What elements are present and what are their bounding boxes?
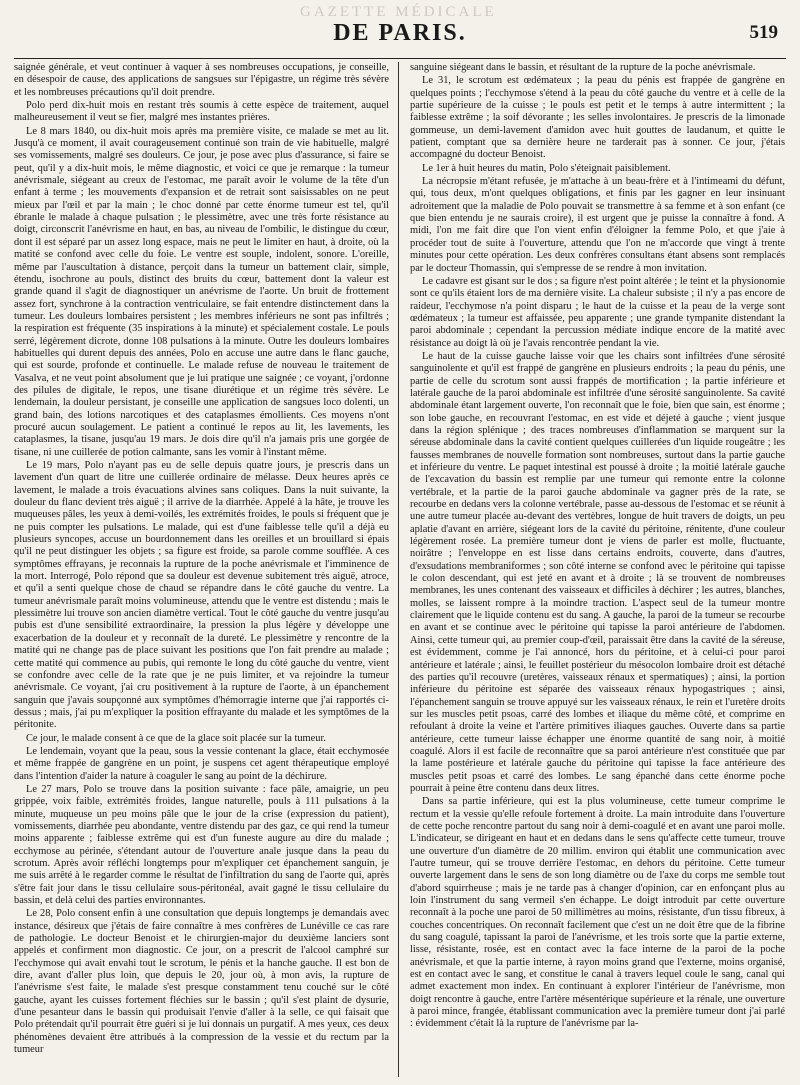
paragraph: Ce jour, le malade consent à ce que de la glace soit placée sur la tumeur.	[26, 732, 326, 744]
paragraph: Le cadavre est gisant sur le dos ; sa figure n'est point altérée ; le teint et la physionomie sont ce qu'ils étaient lors de ma dernière visite. La chaleur subsiste ; il n'y a pas encore de raideur, l'ecchymose n'a point disparu ; le haut de la cuisse et la peau de la verge sont œdémateux ; la tumeur est affaissée, peu apparente ; une grande tympanite distendant la paroi abdominale ; cependant la percussion médiate indique encore de la matité avec résistance au doigt là où je l'avais rencontrée pendant la vie.	[410, 275, 785, 349]
paragraph: Le lendemain, voyant que la peau, sous la vessie contenant la glace, était ecchymosée et même frappée de gangrène en un point, je suspens cet agent thérapeutique employé dans l'intention d'aider la nature à coaguler le sang au point de la déchirure.	[14, 745, 389, 782]
paragraph: Le 19 mars, Polo n'ayant pas eu de selle depuis quatre jours, je prescris dans un lavement d'un quart de litre une cuillerée ordinaire de mélasse. Deux heures après ce lavement, le malade a trois évacuations alvines sans coliques. Dans la nuit suivante, la douleur du flanc devient très aiguë ; il arrive de la diarrhée. Appelé à la hâte, je trouve les muqueuses pâles, les yeux à demi-voilés, les extrémités froides, le pouls si fréquent que je ne puis compter les pulsations. Le malade, qui est d'une faiblesse telle qu'il a déjà eu plusieurs syncopes, accuse un bourdonnement dans les oreilles et un brouillard si épais qu'il ne peut distinguer les objets ; sa figure est froide, sa parole comme soufflée. A ces symptômes effrayans, je reconnais la rupture de la poche anévrismale et l'imminence de la mort. Interrogé, Polo répond que sa douleur est devenue subitement très aiguë, atroce, et qu'il a senti quelque chose de chaud se répandre dans le côté gauche du ventre. La tumeur anévrismale paraît moins volumineuse, attendu que le ventre est distendu ; mais le plessimètre lui trouve son ancien diamètre vertical. Tout le côté gauche du ventre jusqu'au pubis est d'une sensibilité extraordinaire, la pression la plus légère y développe une exacerbation de la douleur et y reconnaît de la dureté. Le plessimètre y rencontre de la matité qui ne change pas de place suivant les positions que l'on fait prendre au malade ; cette matité qui commence au pubis, qui remonte le long du côté gauche du ventre, vient se confondre avec celle de la rate que je ne puis limiter, et va rejoindre la tumeur anévrismale. Ce voyant, j'ai cru positivement à la rupture de l'aorte, à un épanchement sanguin que j'avais soupçonné aux symptômes d'hémorragie interne que j'ai rapportés ci-dessus ; mais, j'ai pu m'expliquer la position effrayante du malade et les symptômes de la péritonite.	[14, 460, 389, 731]
page-number: 519	[749, 22, 778, 43]
paragraph: saignée générale, et veut continuer à vaquer à ses nombreuses occupations, je conseille, en désespoir de cause, des applications de sangsues sur l'épigastre, un régime très sévère et les nombreuses précautions qu'il doit prendre.	[14, 62, 389, 98]
left-column	[14, 62, 389, 1077]
header-rule	[14, 58, 786, 59]
running-title: DE PARIS.	[333, 20, 467, 46]
paragraph: Le 27 mars, Polo se trouve dans la position suivante : face pâle, amaigrie, un peu grippée, voix faible, extrémités froides, langue naturelle, pouls à 111 pulsations à la minute, muqueuse un peu moins pâle que le jour de la crise (expression du patient), vomissements, diarrhée peu abondante, ventre distendu par des gaz, ce qui rend la tumeur moins apparente ; faiblesse extrême qui est d'un funeste augure au dire du malade ; ecchymose au périnée, s'étendant autour de l'ouverture anale jusque dans la peau du scrotum. Après avoir réfléchi longtemps pour m'expliquer cet épanchement sanguin, je me suis arrêté à le regarder comme le résultat de l'infiltration du sang de l'aorte qui, après s'être fait jour dans le tissu cellulaire sous-péritonéal, avait gagné le tissu cellulaire du bassin, et delà celui des parties environnantes.	[14, 783, 389, 907]
paragraph: La nécropsie m'étant refusée, je m'attache à un beau-frère et à l'intimeami du défunt, qui, tous deux, m'ont quelques obligations, et finis par les gagner en leur insinuant adroitement que la maladie de Polo pouvait se transmettre à sa femme et à son enfant (ce que bien entendu je ne saurais croire), il est urgent que je puisse la connaître à fond. A midi, l'on me fait dire que l'on vient enfin d'éloigner la femme Polo, et que j'aie à procéder tout de suite à l'ouverture, attendu que l'on ne m'accorde que vingt à trente minutes pour cette opération. Les deux confrères consultans étant absens sont remplacés par le docteur Thomassin, qui s'empresse de se rendre à mon invitation.	[410, 176, 785, 274]
paragraph: Le 31, le scrotum est œdémateux ; la peau du pénis est frappée de gangrène en quelques points ; l'ecchymose s'étend à la peau du côté gauche du ventre et à celle de la partie supérieure de la cuisse ; le pouls est petit et le temps à autre intermittent ; la faiblesse extrême ; la soif dévorante ; les selles involontaires. Je prescris de la limonade gommeuse, un demi-lavement d'amidon avec huit gouttes de laudanum, et quitte le patient, comptant que sa dernière heure ne tarderait pas à sonner. Ce jour, j'étais accompagné du docteur Benoist.	[410, 75, 785, 161]
paragraph: Dans sa partie inférieure, qui est la plus volumineuse, cette tumeur comprime le rectum et la vessie qu'elle refoule fortement à droite. La main introduite dans l'ouverture de cette poche rencontre partout du sang noir à demi-coagulé et en avant une paroi molle. L'indicateur, se dirigeant en haut et en dedans dans le sens qu'affecte cette tumeur, trouve une ouverture d'un diamètre de 20 millim. environ qui établit une communication avec l'autre tumeur, qui se trouve derrière l'estomac, en dehors du péritoine. Cette tumeur ouverte largement dans le sens de son long diamètre ou de l'axe du corps me semble tout d'abord squirrheuse ; mais je ne tarde pas à changer d'opinion, car en enfonçant plus au loin l'instrument du sang vermeil s'en échappe. Le doigt introduit par cette ouverture reconnaît à la poche une paroi de 50 millimètres au moins, résistante, d'un tissu fibreux, à couches concentriques. On reconnaît facilement que c'est un ne doit être que de la fibrine du sang coagulé, tapissant la paroi de l'anévrisme, et les trois sorte que la partie externe, lisse, résistante, rosée, est en contact avec la face interne de la paroi de la poche anévrismale, et que la partie interne, à rayon moins grand que l'externe, moins organisé, est en contact avec le sang, et constitue le canal à travers lequel coule le sang, canal qui admet exactement mon index. En continuant à explorer l'intérieur de l'anévrisme, mon doigt rencontre à gauche, entre l'artère mésentérique supérieure et la rénale, une ouverture à paroi mince, frangée, établissant communication avec la première tumeur dont j'ai parlé : évidemment c'était là la rupture de l'anévrisme par la-	[410, 796, 785, 1030]
page-header	[0, 0, 800, 54]
paragraph: Le haut de la cuisse gauche laisse voir que les chairs sont infiltrées d'une sérosité sanguinolente et qu'il est frappé de gangrène en plusieurs endroits ; la peau du pénis, une partie de celle du scrotum sont aussi frappés de mortification ; la partie inférieure et latérale gauche de la paroi abdominale est infiltrée d'une sérosité sanguinolente. Sa cavité abdominale étant largement ouverte, l'on reconnaît que le foie, bien que sain, est énorme ; son lobe gauche, en recouvrant l'estomac, en est vide et déjeté à gauche ; vient jusque dans la région splénique ; des traces nombreuses d'inflammation se marquent sur la séreuse abdominale dans la cavité contient quelques cuillerées d'un liquide rougeâtre ; les fausses membranes de nouvelle formation sont nombreuses, surtout dans la partie gauche et inférieure du ventre. Le paquet intestinal est poussé à droite ; la moitié latérale gauche de l'excavation du bassin est remplie par une tumeur qui remonte entre la colonne vertébrale, et la partie de la paroi gauche abdominale va gagner près de la rate, se recourbe en dedans vers la colonne vertébrale, passe au-dessous de l'estomac et se réunit à une autre tumeur placée au-devant des vertèbres, longue de huit travers de doigts, un peu aplatie d'avant en arrière, siégeant lors de la cavité du péritoine, rénitente, d'une couleur légèrement rosée. La première tumeur dont je viens de parler est molle, fluctuante, noirâtre ; l'enveloppe en est lisse dans certains endroits, couverte, dans d'autres, d'exsudations membraniformes ; son côté interne se confond avec le péritoine qui tapisse le colon descendant, qui est jeté en avant et à droite ; là se trouvent de nombreuses membranes, les unes contenant des vaisseaux et difficiles à déchirer ; les autres, blanches, molles, se laissent rompre à la moindre traction. L'aspect seul de la tumeur montre clairement que le liquide contenu est du sang. A gauche, la paroi de la tumeur se recourbe en avant et se continue avec le péritoine qui tapisse la paroi antérieure de l'abdomen. Ainsi, cette tumeur qui, au premier coup-d'œil, paraissait être dans la cavité de la séreuse, est évidemment, comme je l'ai annoncé, hors du péritoine, et à celui-ci pour paroi antérieure et latérale ; ainsi, le feuillet postérieur du mésocolon lombaire droit est détaché des parties qu'il recouvre (uretères, vaisseaux rénaux et spermatiques) ; ainsi, la portion inférieure du péritoine est séparée des vaisseaux rénaux hypogastriques ; ainsi, l'épanchement sanguin se trouve appuyé sur les vaisseaux rénaux, le rein et l'uretère droits sur les muscles petit psoas, carré des lombes et iliaque du même côté, et comprime en refoulant à droite la veine et l'artère primitives iliaques gauches. Ouverte dans sa partie antérieure, cette tumeur laisse échapper une énorme quantité de sang noir, à moitié coagulé. Alors il est facile de reconnaître que sa paroi antérieure n'est constituée que par la lame postérieure et latérale gauche du péritoine qui tapisse la face antérieure des muscles petit psoas et carré des lombes. Le sang épanché dans cette énorme poche pourrait à peine être contenu dans deux litres.	[410, 350, 785, 794]
right-column	[410, 62, 785, 1077]
paragraph: Le 1er à huit heures du matin, Polo s'éteignait paisiblement.	[422, 162, 671, 174]
paragraph: Le 28, Polo consent enfin à une consultation que depuis longtemps je demandais avec instance, désireux que j'étais de faire connaître à mes confrères de Lunéville ce cas rare de pathologie. Le docteur Benoist et le chirurgien-major du deuxième lanciers sont appelés et confirment mon diagnostic. Ce jour, on a prescrit de l'alcool camphré sur l'ecchymose qui avait envahi tout le scrotum, le pénis et la hanche gauche. Il est bon de dire, avant d'aller plus loin, que depuis le 20, jour où, à mon avis, la rupture de l'anévrisme s'est faite, le malade s'est presque constamment tenu couché sur le côté gauche, ayant les cuisses fortement fléchies sur le bassin ; qu'il s'est plaint de dysurie, d'une pesanteur dans le bassin qui produisait l'envie d'aller à la selle, ce qui faisait que Polo prétendait qu'il pourrait être guéri si je lui donnais un purgatif. A mes yeux, ces deux phénomènes devaient être attribués à la compression de la vessie et du rectum par la tumeur	[14, 908, 389, 1056]
paragraph: Polo perd dix-huit mois en restant très soumis à cette espèce de traitement, auquel malheureusement il veut se fier, malgré mes instantes prières.	[14, 100, 389, 124]
paragraph: sanguine siégeant dans le bassin, et résultant de la rupture de la poche anévrismale.	[410, 62, 756, 73]
column-divider	[398, 62, 399, 1077]
paragraph: Le 8 mars 1840, ou dix-huit mois après ma première visite, ce malade se met au lit. Jusqu'à ce moment, il avait courageusement continué son train de vie habituelle, malgré ses vomissements, malgré ses douleurs. Ce jour, je pose avec plus d'assurance, si faire se peut, qu'il y a dix-huit mois, le même diagnostic, et voici ce que je remarque : la tumeur anévrismale, siégeant au creux de l'estomac, me paraît avoir le volume de la tête d'un enfant à terme ; les mouvements d'expansion et de retrait sont saisissables on ne peut mieux par l'œil et par la main ; le choc donné par cette énorme tumeur est tel, qu'il ébranle le malade à chaque pulsation ; le plessimètre, avec une très forte résistance au doigt, circonscrit l'anévrisme en haut, en bas, au niveau de l'ombilic, le distingue du cœur, dont il est séparé par un assez long espace, mais ne peut le limiter en haut, à droite, où la matité se confond avec celle du foie. Le ventre est souple, indolent, sonore. L'oreille, même par l'auscultation à distance, perçoit dans la tumeur un battement clair, simple, étendu, isochrone au pouls, distinct des bruits du cœur, battement dont la valeur est grande quand il s'agit de diagnostiquer un anévrisme de l'aorte. Un bruit de frottement assez fort, synchrone à la contraction ventriculaire, se fait entendre distinctement dans la tumeur. Les douleurs lombaires persistent ; les membres inférieurs ne sont pas infiltrés ; la respiration est fréquente (35 inspirations à la minute) et spécialement costale. Le pouls serré, légèrement dicrote, donne 108 pulsations à la minute. Outre les douleurs lombaires habituelles qui durent depuis des années, Polo en accuse une autre dans le flanc gauche, qui est sourde, profonde et continuelle. Le malade refuse de nouveau le traitement de Vasalva, et ne veut point absolument que je lui pratique une saignée ; ce voyant, j'ordonne des pilules de digitale, le repos, une tisane diurétique et un régime très sévère. Le lendemain, la douleur persistant, je conseille une application de sangsues loco dolenti, un grand bain, des lotions narcotiques et des cataplasmes émollients. Ces moyens n'ont procuré aucun soulagement. Le patient a continué le repos au lit, les lavements, les cataplasmes, la tisane, jusqu'au 19 mars. Je dois dire qu'il n'a jamais pris une gorgée de tisane, ni une cuillerée de potion calmante, sans les vomir à l'instant même.	[14, 125, 389, 458]
bleed-through-title: GAZETTE MÉDICALE	[300, 4, 497, 20]
